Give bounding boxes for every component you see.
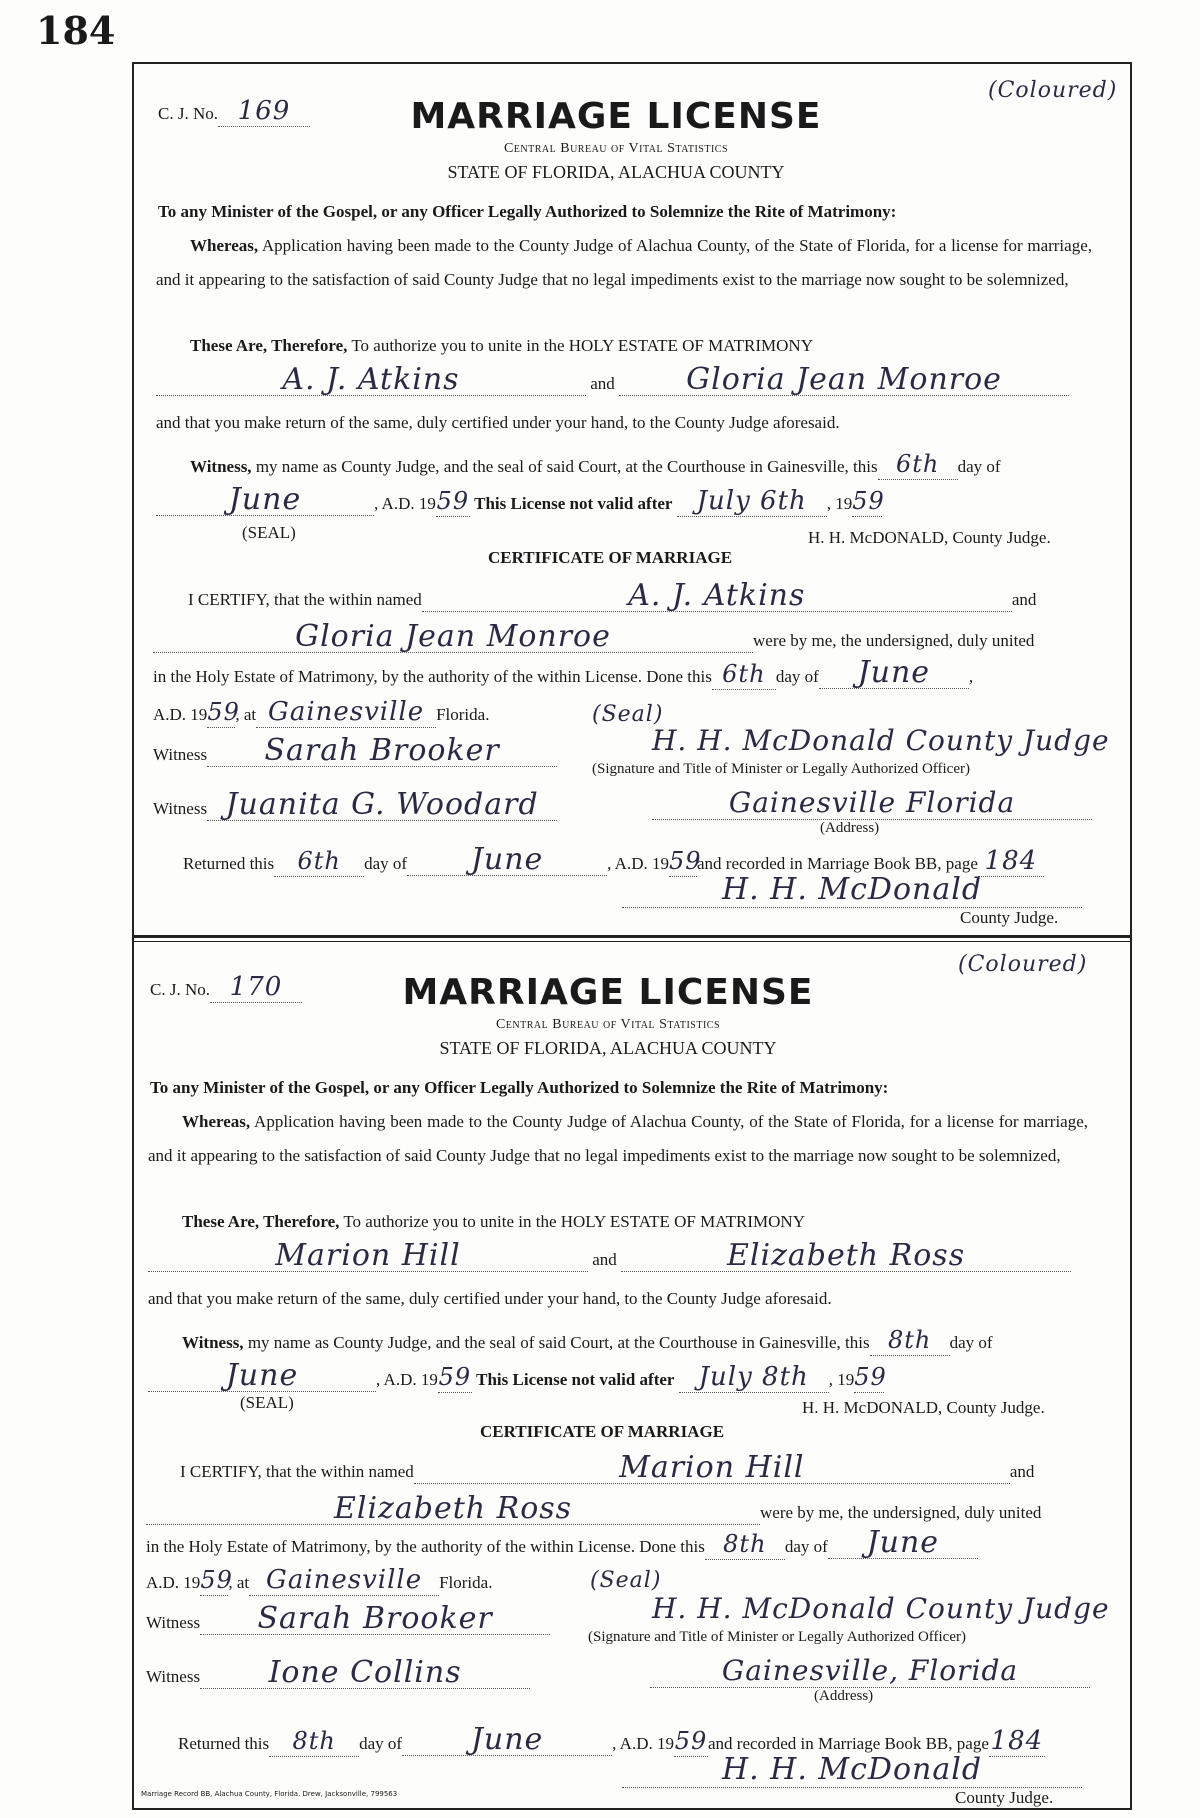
issue-year: 59 bbox=[438, 1363, 472, 1391]
license-divider bbox=[132, 935, 1132, 942]
officer-address: Gainesville, Florida bbox=[650, 1654, 1090, 1688]
witness2-row: Witness Ione Collins bbox=[146, 1658, 530, 1689]
recorded-page: 184 bbox=[978, 846, 1044, 877]
done-place-row: A.D. 1959, at Gainesville Florida. bbox=[153, 697, 490, 727]
issue-day: 8th bbox=[870, 1325, 950, 1356]
parties-row: Marion Hill and Elizabeth Ross bbox=[148, 1241, 1071, 1272]
valid-year: 59 bbox=[852, 487, 885, 515]
done-place-row: A.D. 1959, at Gainesville Florida. bbox=[146, 1565, 493, 1595]
done-year: 59 bbox=[200, 1566, 233, 1594]
cj-label: C. J. No. bbox=[158, 104, 218, 123]
county-judge-label: County Judge. bbox=[955, 1788, 1054, 1807]
judge-line: H. H. McDONALD, County Judge. bbox=[808, 528, 1051, 547]
return-line: and that you make return of the same, duly certified under your hand, to the County Judge aforesaid. bbox=[148, 1289, 832, 1308]
officer-signature: H. H. McDonald County Judge bbox=[652, 1592, 1110, 1625]
issue-date-row: June , A.D. 1959 This License not valid after July 8th , 1959 bbox=[148, 1361, 884, 1393]
bride-name: Gloria Jean Monroe bbox=[619, 365, 1069, 396]
done-day: 6th bbox=[712, 659, 776, 690]
groom-name: A. J. Atkins bbox=[156, 365, 586, 396]
officer-caption: (Signature and Title of Minister or Legally Authorized Officer) bbox=[592, 761, 970, 777]
witness-line: Witness, my name as County Judge, and the seal of said Court, at the Courthouse in Gainesville, this 6th day of bbox=[190, 450, 1001, 478]
bureau-line: Central Bureau of Vital Statistics bbox=[503, 141, 729, 156]
cj-number-row bbox=[150, 972, 302, 1003]
authorize-line: These Are, Therefore, To authorize you to unite in the HOLY ESTATE OF MATRIMONY bbox=[182, 1212, 805, 1231]
state-county-line: STATE OF FLORIDA, ALACHUA COUNTY bbox=[447, 162, 785, 182]
done-place: Gainesville bbox=[249, 1565, 439, 1596]
license-title: MARRIAGE LICENSE bbox=[402, 972, 814, 1013]
issue-day: 6th bbox=[878, 449, 958, 480]
seal-mark: (Seal) bbox=[590, 1568, 662, 1593]
certificate-title: CERTIFICATE OF MARRIAGE bbox=[488, 548, 733, 567]
done-place: Gainesville bbox=[256, 697, 436, 728]
cj-number-row bbox=[158, 96, 310, 127]
done-row: in the Holy Estate of Matrimony, by the authority of the within License. Done this 6th day of June , bbox=[153, 655, 974, 690]
witness1-row: Witness Sarah Brooker bbox=[146, 1604, 550, 1635]
cert-groom: A. J. Atkins bbox=[422, 581, 1012, 612]
cj-number: 170 bbox=[210, 972, 302, 1003]
seal-label: (SEAL) bbox=[240, 1393, 294, 1412]
done-day: 8th bbox=[705, 1529, 785, 1560]
recorded-year: 59 bbox=[668, 847, 702, 875]
witness2-row: Witness Juanita G. Woodard bbox=[153, 790, 557, 821]
cj-number: 169 bbox=[218, 96, 310, 127]
cert-bride-row: Elizabeth Ross were by me, the undersigned, duly united bbox=[146, 1494, 1041, 1525]
issue-month: June bbox=[156, 485, 374, 516]
witness-line: Witness, my name as County Judge, and the seal of said Court, at the Courthouse in Gainesville, this 8th day of bbox=[182, 1326, 993, 1354]
whereas-paragraph: Whereas, Application having been made to the County Judge of Alachua County, of the State of Florida, for a license for marriage, and it appearing to the satisfaction of said County Judge that no legal impediments exist to the marriage now sought to be solemnized, bbox=[148, 1112, 1089, 1165]
returned-row: Returned this 8th day of June , A.D. 1959and recorded in Marriage Book BB, page184 bbox=[178, 1722, 1044, 1757]
race-note: (Coloured) bbox=[958, 952, 1088, 977]
valid-until: July 8th bbox=[679, 1362, 829, 1393]
address-caption: (Address) bbox=[820, 820, 880, 836]
state-county-line: STATE OF FLORIDA, ALACHUA COUNTY bbox=[439, 1038, 777, 1058]
valid-until: July 6th bbox=[677, 486, 827, 517]
witness2-name: Ione Collins bbox=[200, 1658, 530, 1689]
witness2-name: Juanita G. Woodard bbox=[207, 790, 557, 821]
certificate-title: CERTIFICATE OF MARRIAGE bbox=[480, 1422, 725, 1441]
authorize-line: These Are, Therefore, To authorize you to unite in the HOLY ESTATE OF MATRIMONY bbox=[190, 336, 813, 355]
certify-row: I CERTIFY, that the within named Marion Hill and bbox=[180, 1450, 1035, 1485]
salutation: To any Minister of the Gospel, or any Officer Legally Authorized to Solemnize the Rite of Matrimony: bbox=[158, 202, 897, 221]
issue-year: 59 bbox=[436, 487, 470, 515]
officer-signature: H. H. McDonald County Judge bbox=[652, 724, 1110, 757]
recorded-year: 59 bbox=[674, 1727, 708, 1755]
page-number: 184 bbox=[36, 8, 116, 53]
done-month: June bbox=[819, 658, 969, 689]
witness1-row: Witness Sarah Brooker bbox=[153, 736, 557, 767]
done-month: June bbox=[828, 1528, 978, 1559]
license-title: MARRIAGE LICENSE bbox=[410, 96, 822, 137]
address-caption: (Address) bbox=[814, 1688, 874, 1704]
salutation: To any Minister of the Gospel, or any Officer Legally Authorized to Solemnize the Rite of Matrimony: bbox=[150, 1078, 889, 1097]
officer-address: Gainesville Florida bbox=[652, 786, 1092, 820]
whereas-paragraph: Whereas, Application having been made to the County Judge of Alachua County, of the State of Florida, for a license for marriage, and it appearing to the satisfaction of said County Judge that no legal impediments exist to the marriage now sought to be solemnized, bbox=[156, 236, 1092, 289]
judge-line: H. H. McDONALD, County Judge. bbox=[802, 1398, 1045, 1417]
officer-caption: (Signature and Title of Minister or Legally Authorized Officer) bbox=[588, 1629, 966, 1645]
issue-month: June bbox=[148, 1361, 376, 1392]
certify-row: I CERTIFY, that the within named A. J. Atkins and bbox=[188, 578, 1037, 613]
witness1-name: Sarah Brooker bbox=[200, 1604, 550, 1635]
printer-imprint: Marriage Record BB, Alachua County, Florida. Drew, Jacksonville, 799563 bbox=[141, 1790, 398, 1798]
bride-name: Elizabeth Ross bbox=[621, 1241, 1071, 1272]
returned-day: 8th bbox=[269, 1726, 359, 1757]
done-year: 59 bbox=[207, 698, 240, 726]
returned-month: June bbox=[407, 845, 607, 876]
cert-bride: Elizabeth Ross bbox=[146, 1494, 760, 1525]
returned-row: Returned this 6th day of June , A.D. 1959and recorded in Marriage Book BB, page 184 bbox=[183, 845, 1044, 877]
judge-signature: H. H. McDonald bbox=[622, 1752, 1082, 1788]
groom-name: Marion Hill bbox=[148, 1241, 588, 1272]
cj-label: C. J. No. bbox=[150, 980, 210, 999]
issue-date-row: June , A.D. 1959 This License not valid after July 6th , 1959 bbox=[156, 485, 882, 517]
seal-label: (SEAL) bbox=[242, 523, 296, 542]
cert-bride: Gloria Jean Monroe bbox=[153, 622, 753, 653]
returned-day: 6th bbox=[274, 846, 364, 877]
done-row: in the Holy Estate of Matrimony, by the authority of the within License. Done this 8th day of June bbox=[146, 1528, 978, 1560]
recorded-page: 184 bbox=[990, 1726, 1044, 1756]
witness1-name: Sarah Brooker bbox=[207, 736, 557, 767]
race-note: (Coloured) bbox=[988, 78, 1118, 103]
seal-mark: (Seal) bbox=[592, 702, 664, 727]
return-line: and that you make return of the same, duly certified under your hand, to the County Judge aforesaid. bbox=[156, 413, 840, 432]
valid-year: 59 bbox=[854, 1363, 887, 1391]
cert-groom: Marion Hill bbox=[414, 1453, 1010, 1484]
cert-bride-row: Gloria Jean Monroe were by me, the undersigned, duly united bbox=[153, 622, 1034, 653]
returned-month: June bbox=[402, 1725, 612, 1756]
bureau-line: Central Bureau of Vital Statistics bbox=[495, 1017, 721, 1032]
judge-signature: H. H. McDonald bbox=[622, 872, 1082, 908]
county-judge-label: County Judge. bbox=[960, 908, 1059, 927]
parties-row: A. J. Atkins and Gloria Jean Monroe bbox=[156, 365, 1069, 396]
